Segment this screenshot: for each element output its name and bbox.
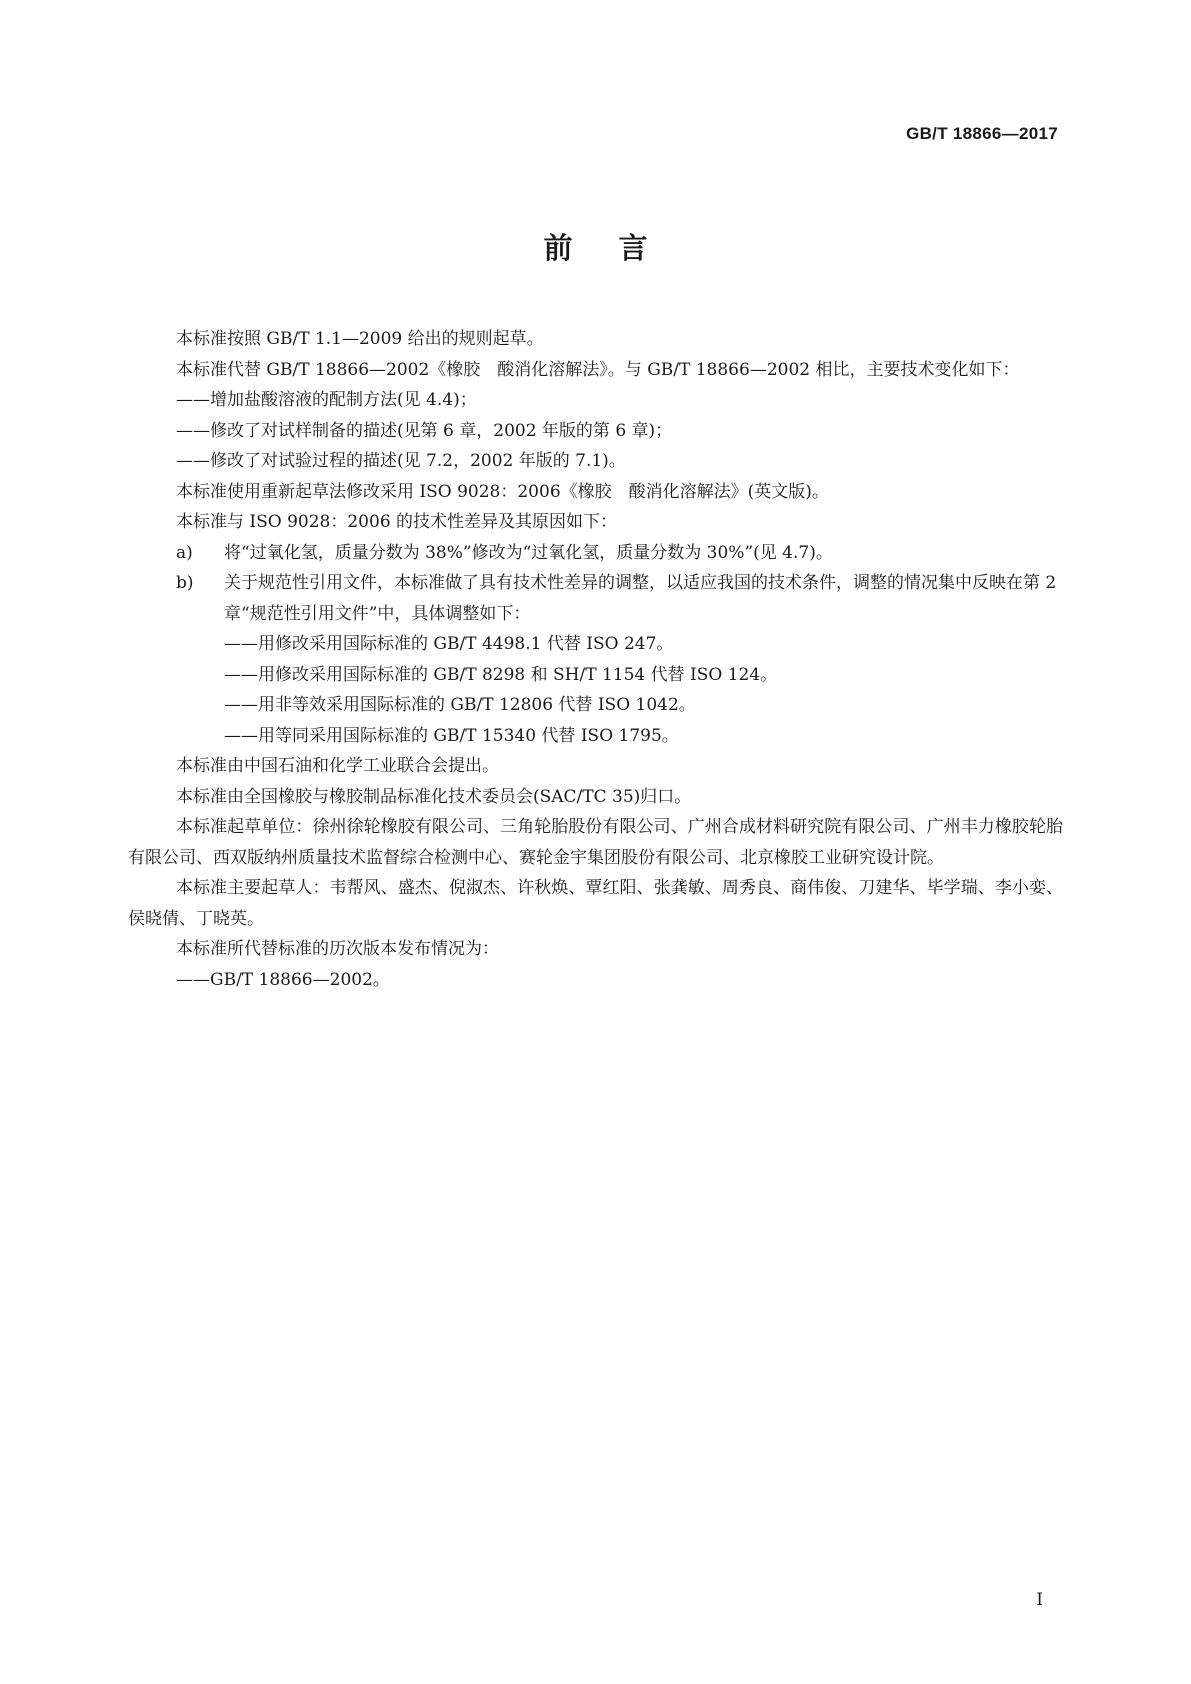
list-label: b) <box>176 573 194 593</box>
paragraph-drafters: 本标准主要起草人：韦帮风、盛杰、倪淑杰、许秋焕、覃红阳、张龚敏、周秀良、商伟俊、刀建华、毕学瑞、李小娈、侯晓倩、丁晓英。 <box>128 878 1063 929</box>
change-item: ——修改了对试样制备的描述(见第 6 章，2002 年版的第 6 章)； <box>176 420 673 441</box>
paragraph-history: 本标准所代替标准的历次版本发布情况为： <box>176 939 499 959</box>
sub-change-item: ——用等同采用国际标准的 GB/T 15340 代替 ISO 1795。 <box>224 725 679 746</box>
sub-change-item: ——用修改采用国际标准的 GB/T 8298 和 SH/T 1154 代替 ISO 124。 <box>224 664 778 685</box>
paragraph-replacement: 本标准代替 GB/T 18866—2002《橡胶 酸消化溶解法》。与 GB/T 18866—2002 相比，主要技术变化如下： <box>176 359 1020 380</box>
page-title: 前言 <box>543 231 694 265</box>
difference-item-b <box>128 568 1063 629</box>
list-text: 关于规范性引用文件，本标准做了具有技术性差异的调整，以适应我国的技术条件，调整的情况集中反映在第 2 章“规范性引用文件”中，具体调整如下： <box>224 573 1057 624</box>
sub-change-item: ——用修改采用国际标准的 GB/T 4498.1 代替 ISO 247。 <box>224 634 674 654</box>
history-item: ——GB/T 18866—2002。 <box>176 969 390 990</box>
standard-number: GB/T 18866—2017 <box>906 124 1058 143</box>
list-label: a) <box>176 542 193 563</box>
change-item: ——增加盐酸溶液的配制方法(见 4.4)； <box>176 390 477 410</box>
paragraph-adoption: 本标准使用重新起草法修改采用 ISO 9028：2006《橡胶 酸消化溶解法》(英文版)。 <box>176 481 829 502</box>
list-text: 将“过氧化氢，质量分数为 38%”修改为“过氧化氢，质量分数为 30%”(见 4.7)。 <box>224 542 833 563</box>
preface-body <box>128 324 1063 995</box>
paragraph-proposer: 本标准由中国石油和化学工业联合会提出。 <box>176 756 499 776</box>
paragraph-drafting-rules: 本标准按照 GB/T 1.1—2009 给出的规则起草。 <box>176 329 544 349</box>
paragraph-committee: 本标准由全国橡胶与橡胶制品标准化技术委员会(SAC/TC 35)归口。 <box>176 786 692 807</box>
sub-change-item: ——用非等效采用国际标准的 GB/T 12806 代替 ISO 1042。 <box>224 695 696 715</box>
paragraph-drafting-units: 本标准起草单位：徐州徐轮橡胶有限公司、三角轮胎股份有限公司、广州合成材料研究院有限公司、广州丰力橡胶轮胎有限公司、西双版纳州质量技术监督综合检测中心、赛轮金宇集团股份有限公司、北京橡胶工业研究设计院。 <box>128 817 1063 868</box>
page-number: I <box>1036 1590 1043 1610</box>
paragraph-differences: 本标准与 ISO 9028：2006 的技术性差异及其原因如下： <box>176 512 618 532</box>
change-item: ——修改了对试验过程的描述(见 7.2，2002 年版的 7.1)。 <box>176 451 626 471</box>
difference-item-a <box>128 538 1063 569</box>
